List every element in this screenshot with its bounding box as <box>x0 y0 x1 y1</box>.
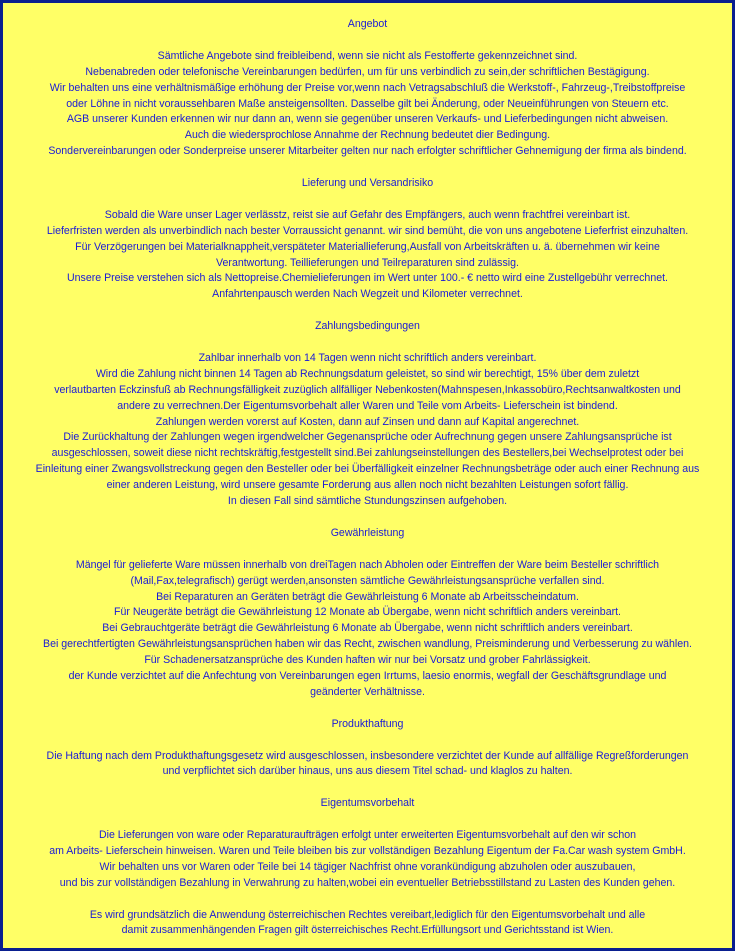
section-heading: Lieferung und Versandrisiko <box>301 177 434 190</box>
text-line: Bei gerechtfertigten Gewährleistungsansprüchen haben wir das Recht, zwischen wandlung, Preisminderung und Verbesserung zu wählen. <box>43 638 692 651</box>
terms-document <box>9 17 726 939</box>
text-line: Sämtliche Angebote sind freibleibend, wenn sie nicht als Festofferte gekennzeichnet sind. <box>157 49 578 62</box>
text-line: andere zu verrechnen.Der Eigentumsvorbehalt aller Waren und Teile vom Arbeits- Lieferschein ist bindend. <box>117 399 618 412</box>
text-line: Sondervereinbarungen oder Sonderpreise unserer Mitarbeiter gelten nur nach erfolgter schriftlicher Gehnemigung der firma als bindend. <box>48 145 687 158</box>
text-line: Einleitung einer Zwangsvollstreckung gegen den Besteller oder bei Überfälligkeit einzelner Rechnungsbeträge oder auch einer Rechnung aus <box>35 463 700 476</box>
section-lieferung-und-versandrisiko <box>9 176 726 303</box>
section-zahlungsbedingungen <box>9 319 726 510</box>
text-line: Nebenabreden oder telefonische Vereinbarungen bedürfen, um für uns verbindlich zu sein,der schriftlichen Bestägigung. <box>85 65 650 78</box>
text-line: oder Löhne in nicht voraussehbaren Maße ansteigensollten. Dasselbe gilt bei Änderung, oder Neueinführungen von Steuern etc. <box>66 97 669 110</box>
text-line: und bis zur vollständigen Bezahlung in Verwahrung zu halten,wobei ein eventueller Betriebsstillstand zu Lasten des Kunden gehen. <box>59 876 676 889</box>
text-line: Auch die wiedersprochlose Annahme der Rechnung bedeutet dier Bedingung. <box>184 129 551 142</box>
text-line: (Mail,Fax,telegrafisch) gerügt werden,ansonsten sämtliche Gewährleistungsansprüche verfallen sind. <box>130 574 605 587</box>
paragraph <box>9 828 726 892</box>
text-line: Bei Reparaturen an Geräten beträgt die Gewährleistung 6 Monate ab Arbeitsscheindatum. <box>156 590 579 603</box>
text-line: einer anderen Leistung, wird unsere gesamte Forderung aus allen noch nicht bezahlten Leistungen sofort fällig. <box>106 479 629 492</box>
section-heading: Eigentumsvorbehalt <box>320 797 415 810</box>
text-line: Zahlungen werden vorerst auf Kosten, dann auf Zinsen und dann auf Kapital angerechnet. <box>155 415 580 428</box>
text-line: Wird die Zahlung nicht binnen 14 Tagen ab Rechnungsdatum geleistet, so sind wir berechtigt, 15% über dem zuletzt <box>95 367 640 380</box>
text-line: Anfahrtenpausch werden Nach Wegzeit und Kilometer verrechnet. <box>212 288 523 301</box>
section-angebot <box>9 17 726 160</box>
text-line: Sobald die Ware unser Lager verlässtz, reist sie auf Gefahr des Empfängers, auch wenn frachtfrei vereinbart ist. <box>104 208 631 221</box>
text-line: Für Neugeräte beträgt die Gewährleistung 12 Monate ab Übergabe, wenn nicht schriftlich anders vereinbart. <box>113 606 622 619</box>
text-line: Bei Gebrauchtgeräte beträgt die Gewährleistung 6 Monate ab Übergabe, wenn nicht schriftlich anders vereinbart. <box>102 622 633 635</box>
paragraph <box>9 749 726 781</box>
text-line: Für Schadenersatzansprüche des Kunden haften wir nur bei Vorsatz und grober Fahrlässigkeit. <box>144 654 591 667</box>
section-heading: Gewährleistung <box>330 526 405 539</box>
paragraph <box>9 208 726 303</box>
text-line: damit zusammenhängenden Fragen gilt österreichisches Recht.Erfüllungsort und Gerichtsstand ist Wien. <box>121 924 614 937</box>
paragraph <box>9 351 726 510</box>
text-line: verlautbarten Eckzinsfuß ab Rechnungsfälligkeit zuzüglich allfälliger Nebenkosten(Mahnspesen,Inkassobüro,Rechtsanwaltkosten und <box>54 383 681 396</box>
text-line: und verpflichtet sich darüber hinaus, uns aus diesem Titel schad- und klaglos zu halten. <box>162 765 573 778</box>
text-line: Lieferfristen werden als unverbindlich nach bester Vorraussicht genannt. wir sind bemüht, die von uns angebotene Lieferfrist einzuhalten. <box>46 224 689 237</box>
text-line: Zahlbar innerhalb von 14 Tagen wenn nicht schriftlich anders vereinbart. <box>198 351 537 364</box>
paragraph <box>9 558 726 701</box>
section-heading: Produkthaftung <box>331 717 404 730</box>
text-line: Die Zurückhaltung der Zahlungen wegen irgendwelcher Gegenansprüche oder Aufrechnung gegen unsere Zahlungsansprüche ist <box>63 431 672 444</box>
text-line: der Kunde verzichtet auf die Anfechtung von Vereinbarungen egen Irrtums, laesio enormis, wegfall der Geschäftsgrundlage und <box>68 670 667 683</box>
text-line: Für Verzögerungen bei Materialknappheit,verspäteter Materiallieferung,Ausfall von Arbeitskräften u. ä. übernehmen wir keine <box>75 240 660 253</box>
paragraph <box>9 908 726 940</box>
text-line: ausgeschlossen, soweit diese nicht rechtskräftig,festgestellt sind.Bei zahlungseinstellungen des Bestellers,bei Wechselprotest oder bei <box>51 447 684 460</box>
paragraph <box>9 49 726 160</box>
section-gewahrleistung <box>9 526 726 701</box>
text-line: Die Haftung nach dem Produkthaftungsgesetz wird ausgeschlossen, insbesondere verzichtet der Kunde auf allfällige Regreßforderungen <box>46 749 689 762</box>
section-produkthaftung <box>9 717 726 781</box>
text-line: Verantwortung. Teillieferungen und Teilreparaturen sind zulässig. <box>216 256 519 269</box>
text-line: In diesen Fall sind sämtliche Stundungszinsen aufgehoben. <box>227 495 508 508</box>
text-line: Wir behalten uns eine verhältnismäßige erhöhung der Preise vor,wenn nach Vetragsabschluß die Werkstoff-, Fahrzeug-,Treibstoffpreise <box>49 81 686 94</box>
text-line: Wir behalten uns vor Waren oder Teile bei 14 tägiger Nachfrist ohne vorankündigung abzuholen oder auszubauen, <box>99 860 636 873</box>
section-heading: Angebot <box>347 18 388 30</box>
section-heading: Zahlungsbedingungen <box>315 320 420 333</box>
text-line: Mängel für gelieferte Ware müssen innerhalb von dreiTagen nach Abholen oder Eintreffen der Ware beim Besteller schriftlich <box>75 558 660 571</box>
text-line: Unsere Preise verstehen sich als Nettopreise.Chemielieferungen im Wert unter 100.- € netto wird eine Zustellgebühr verrechnet. <box>66 272 668 285</box>
text-line: AGB unserer Kunden erkennen wir nur dann an, wenn sie gegenüber unseren Verkaufs- und Lieferbedingungen nicht abweisen. <box>66 113 669 126</box>
text-line: Die Lieferungen von ware oder Reparaturaufträgen erfolgt unter erweiterten Eigentumsvorbehalt auf den wir schon <box>98 829 637 842</box>
text-line: geänderter Verhältnisse. <box>310 685 425 698</box>
section-eigentumsvorbehalt <box>9 796 726 939</box>
text-line: am Arbeits- Lieferschein hinweisen. Waren und Teile bleiben bis zur vollständigen Bezahlung Eigentum der Fa.Car wash system GmbH. <box>49 844 686 857</box>
text-line: Es wird grundsätzlich die Anwendung österreichischen Rechtes vereibart,lediglich für den Eigentumsvorbehalt und alle <box>89 908 646 921</box>
